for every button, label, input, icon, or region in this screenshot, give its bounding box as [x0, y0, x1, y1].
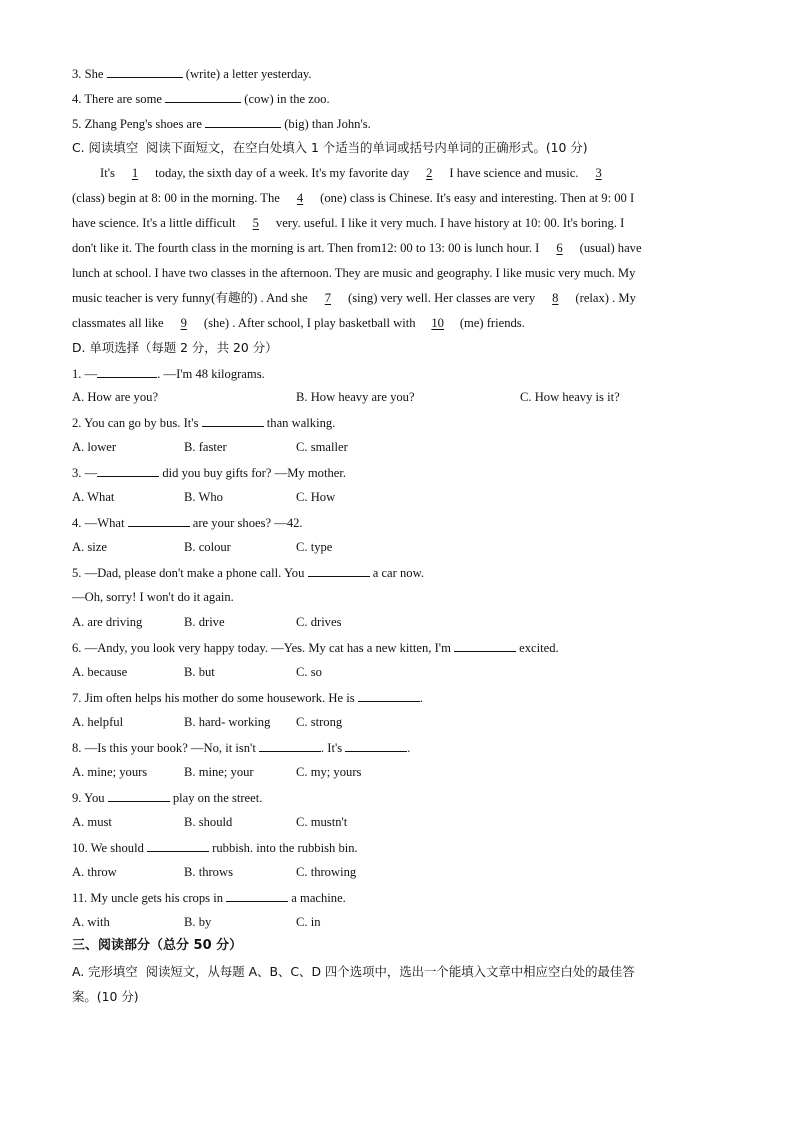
- passage-line-4: don't like it. The fourth class in the morning is art. Then from12: 00 to 13: 00 is lunch hour. I 6 (usual) have: [72, 241, 642, 255]
- answer-blank[interactable]: [202, 414, 264, 427]
- option-b[interactable]: B. How heavy are you?: [296, 390, 415, 404]
- option-c[interactable]: C. in: [296, 915, 321, 929]
- option-a[interactable]: A. must: [72, 815, 112, 829]
- option-b[interactable]: B. but: [184, 665, 215, 679]
- question-6: 6. —Andy, you look very happy today. —Yes. My cat has a new kitten, I'm excited.: [72, 641, 559, 655]
- option-a[interactable]: A. because: [72, 665, 128, 679]
- answer-blank[interactable]: [97, 365, 157, 378]
- fill-question-3: 3. She (write) a letter yesterday.: [72, 67, 312, 81]
- answer-blank[interactable]: [205, 115, 281, 128]
- blank-number[interactable]: 3: [595, 166, 602, 180]
- option-b[interactable]: B. faster: [184, 440, 227, 454]
- option-b[interactable]: B. mine; your: [184, 765, 254, 779]
- question-10: 10. We should rubbish. into the rubbish bin.: [72, 841, 358, 855]
- blank-number[interactable]: 1: [131, 166, 139, 180]
- answer-blank[interactable]: [358, 689, 420, 702]
- option-c[interactable]: C. throwing: [296, 865, 357, 879]
- answer-blank[interactable]: [226, 889, 288, 902]
- answer-blank[interactable]: [97, 464, 159, 477]
- blank-number[interactable]: 7: [324, 291, 332, 305]
- option-a[interactable]: A. helpful: [72, 715, 124, 729]
- answer-blank[interactable]: [147, 839, 209, 852]
- option-a[interactable]: A. with: [72, 915, 110, 929]
- option-b[interactable]: B. throws: [184, 865, 233, 879]
- option-a[interactable]: A. lower: [72, 440, 117, 454]
- passage-line-5: lunch at school. I have two classes in the afternoon. They are music and geography. I like music very much. My: [72, 266, 636, 280]
- option-b[interactable]: B. colour: [184, 540, 231, 554]
- option-c[interactable]: C. mustn't: [296, 815, 348, 829]
- question-3: 3. — did you buy gifts for? —My mother.: [72, 466, 346, 480]
- answer-blank[interactable]: [454, 639, 516, 652]
- question-2: 2. You can go by bus. It's than walking.: [72, 416, 336, 430]
- cloze-instruction-cont: 案。(10 分): [72, 989, 139, 1004]
- answer-blank[interactable]: [165, 90, 241, 103]
- question-7: 7. Jim often helps his mother do some housework. He is .: [72, 691, 423, 705]
- option-c[interactable]: C. type: [296, 540, 333, 554]
- answer-blank[interactable]: [308, 564, 370, 577]
- option-b[interactable]: B. hard- working: [184, 715, 271, 729]
- blank-number[interactable]: 10: [431, 316, 444, 330]
- option-c[interactable]: C. strong: [296, 715, 343, 729]
- option-c[interactable]: C. How: [296, 490, 336, 504]
- passage-line-3: have science. It's a little difficult 5 very. useful. I like it very much. I have history at 10: 00. It's boring. I: [72, 216, 625, 230]
- option-b[interactable]: B. drive: [184, 615, 225, 629]
- passage-line-7: classmates all like 9 (she) . After school, I play basketball with 10 (me) friends.: [72, 316, 525, 330]
- option-c[interactable]: C. so: [296, 665, 322, 679]
- blank-number[interactable]: 5: [252, 216, 259, 230]
- option-a[interactable]: A. What: [72, 490, 115, 504]
- blank-number[interactable]: 2: [426, 166, 433, 180]
- section-d-heading: D. 单项选择（每题 2 分，共 20 分）: [72, 340, 278, 355]
- option-a[interactable]: A. size: [72, 540, 107, 554]
- answer-blank[interactable]: [259, 739, 321, 752]
- option-c[interactable]: C. smaller: [296, 440, 348, 454]
- question-9: 9. You play on the street.: [72, 791, 263, 805]
- question-8: 8. —Is this your book? —No, it isn't . It's .: [72, 741, 411, 755]
- option-b[interactable]: B. should: [184, 815, 233, 829]
- option-a[interactable]: A. How are you?: [72, 390, 159, 404]
- option-b[interactable]: B. by: [184, 915, 212, 929]
- answer-blank[interactable]: [108, 789, 170, 802]
- passage-line-6: music teacher is very funny(有趣的) . And she 7 (sing) very well. Her classes are very 8 (relax) . My: [72, 291, 636, 305]
- fill-question-5: 5. Zhang Peng's shoes are (big) than John's.: [72, 117, 371, 131]
- blank-number[interactable]: 6: [556, 241, 563, 255]
- option-c[interactable]: C. drives: [296, 615, 342, 629]
- blank-number[interactable]: 8: [552, 291, 559, 305]
- answer-blank[interactable]: [107, 65, 183, 78]
- passage-line-1: It's 1 today, the sixth day of a week. It's my favorite day 2 I have science and music. 3: [100, 165, 616, 181]
- answer-blank[interactable]: [128, 514, 190, 527]
- passage-line-2: (class) begin at 8: 00 in the morning. The 4 (one) class is Chinese. It's easy and interesting. Then at 9: 00 I: [72, 191, 635, 205]
- question-5-reply: —Oh, sorry! I won't do it again.: [72, 590, 234, 604]
- option-a[interactable]: A. throw: [72, 865, 117, 879]
- blank-number[interactable]: 9: [180, 316, 187, 330]
- option-b[interactable]: B. Who: [184, 490, 223, 504]
- question-4: 4. —What are your shoes? —42.: [72, 516, 303, 530]
- section-c-heading: C. 阅读填空 阅读下面短文，在空白处填入 1 个适当的单词或括号内单词的正确形式。(10 分): [72, 140, 588, 155]
- blank-number[interactable]: 4: [296, 191, 304, 205]
- option-c[interactable]: C. How heavy is it?: [520, 390, 620, 404]
- option-c[interactable]: C. my; yours: [296, 765, 362, 779]
- option-a[interactable]: A. mine; yours: [72, 765, 148, 779]
- part-three-heading: 三、阅读部分（总分 50 分）: [72, 938, 243, 953]
- question-1: 1. — . —I'm 48 kilograms.: [72, 367, 265, 381]
- question-11: 11. My uncle gets his crops in a machine.: [72, 891, 346, 905]
- option-a[interactable]: A. are driving: [72, 615, 143, 629]
- fill-question-4: 4. There are some (cow) in the zoo.: [72, 92, 330, 106]
- cloze-instruction: A. 完形填空 阅读短文，从每题 A、B、C、D 四个选项中，选出一个能填入文章中相应空白处的最佳答: [72, 964, 635, 979]
- answer-blank[interactable]: [345, 739, 407, 752]
- question-5: 5. —Dad, please don't make a phone call. You a car now.: [72, 566, 424, 580]
